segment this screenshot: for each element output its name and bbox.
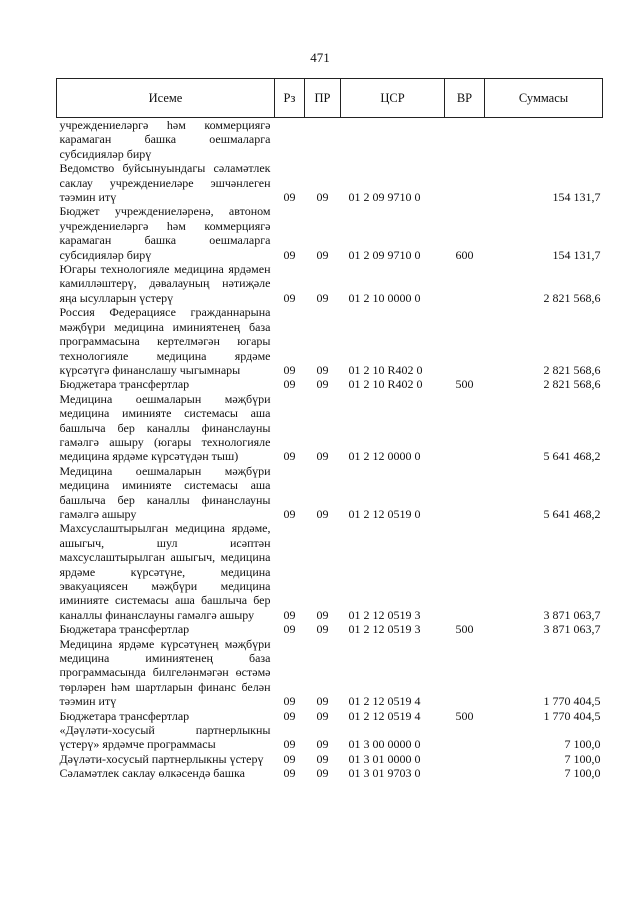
cell-pr: 09 [316,190,329,205]
cell-name: Медицина ярдәме күрсәтүнең мәҗбүри медицина иминиятенең база программасында билгеләнмәгән өстәмә төрләрен һәм шартларын финанс белән тәэмин итү [59,636,271,709]
cell-csr: 01 2 10 R402 0 [348,377,423,392]
cell-vr [445,521,485,622]
cell-vr: 500 [455,708,474,723]
cell-csr: 01 3 00 0000 0 [348,737,421,752]
header-csr: ЦСР [341,79,445,118]
cell-name: Медицина оешмаларын мәҗбүри медицина иминияте системасы аша башлыча бер каналлы финанслауны гамәлгә ашыру (югары технологияле медицина ярдәме күрсәтүдән тыш) [59,391,271,464]
cell-name: Бюджет учреждениеләренә, автоном учреждениеләргә һәм коммерциягә карамаган башка оешмаларга субсидияләр бирү [59,204,271,262]
cell-sum: 2 821 568,6 [543,290,601,305]
cell-pr: 09 [316,377,329,392]
cell-csr: 01 2 10 0000 0 [348,290,421,305]
cell-vr [445,161,485,204]
cell-pr: 09 [316,607,329,622]
cell-pr: 09 [316,506,329,521]
cell-csr: 01 3 01 9703 0 [348,766,421,781]
cell-pr: 09 [316,751,329,766]
table-row [57,392,603,464]
cell-vr: 600 [455,247,474,262]
cell-name: Ведомство буйсынуындагы сәламәтлек саклау учреждениеләре эшчәнлеген тәэмин итү [59,161,271,205]
table-row [57,118,603,162]
cell-vr: 500 [455,622,474,637]
cell-vr [445,752,485,766]
cell-sum: 7 100,0 [564,737,601,752]
table-row [57,464,603,522]
cell-vr [445,392,485,464]
cell-sum: 7 100,0 [564,751,601,766]
cell-name: «Дәүләти-хосусый партнерлыкны үстерү» ярдәмче программасы [59,723,271,752]
cell-name: Бюджетара трансфертлар [59,622,190,637]
cell-pr: 09 [316,694,329,709]
cell-sum: 2 821 568,6 [543,377,601,392]
header-vr: ВР [445,79,485,118]
cell-csr: 01 2 12 0519 4 [348,708,421,723]
table-row [57,709,603,723]
table-row [57,637,603,709]
cell-rz: 09 [283,737,296,752]
cell-vr [445,637,485,709]
cell-name: Бюджетара трансфертлар [59,377,190,392]
cell-name: Медицина оешмаларын мәҗбүри медицина иминияте системасы аша башлыча бер каналлы финанслауны гамәлгә ашыру [59,463,271,521]
cell-rz: 09 [283,708,296,723]
cell-name: Дәүләти-хосусый партнерлыкны үстерү [59,751,264,766]
cell-sum: 154 131,7 [552,247,601,262]
cell-csr: 01 2 12 0519 3 [348,622,421,637]
cell-pr: 09 [316,766,329,781]
table-row [57,161,603,204]
cell-csr: 01 2 09 9710 0 [348,247,421,262]
cell-rz: 09 [283,377,296,392]
header-pr: ПР [305,79,341,118]
cell-rz: 09 [283,607,296,622]
cell-csr: 01 2 10 R402 0 [348,362,423,377]
cell-rz: 09 [283,362,296,377]
cell-vr [445,262,485,305]
cell-pr: 09 [316,708,329,723]
table-header-row [57,79,603,118]
cell-pr: 09 [316,449,329,464]
cell-rz: 09 [283,506,296,521]
cell-sum: 1 770 404,5 [543,694,601,709]
budget-table [56,78,603,781]
cell-name: Махсуслаштырылган медицина ярдәме, ашыгыч, шул исәптән махсуслаштырылган ашыгыч, медицина ярдәме күрсәтүне, медицина эвакуациясен мәҗбүри медицина иминияте системасы аша башлыча бер каналлы финанслауны гамәлгә ашыру [59,521,271,622]
cell-sum: 5 641 468,2 [543,449,601,464]
cell-csr: 01 2 12 0000 0 [348,449,421,464]
cell-rz: 09 [283,751,296,766]
table-row [57,752,603,766]
cell-sum [485,118,603,162]
cell-rz [275,118,305,162]
cell-rz: 09 [283,694,296,709]
cell-pr [305,118,341,162]
header-sum: Суммасы [485,79,603,118]
cell-vr: 500 [455,377,474,392]
table-row [57,262,603,305]
cell-pr: 09 [316,362,329,377]
cell-vr [445,464,485,522]
cell-csr: 01 2 09 9710 0 [348,190,421,205]
cell-csr [341,118,445,162]
cell-vr [445,766,485,780]
cell-rz: 09 [283,766,296,781]
cell-sum: 2 821 568,6 [543,362,601,377]
table-row [57,377,603,391]
cell-sum: 5 641 468,2 [543,506,601,521]
cell-sum: 1 770 404,5 [543,708,601,723]
cell-rz: 09 [283,622,296,637]
cell-name: учреждениеләргә һәм коммерциягә карамаган башка оешмаларга субсидияләр бирү [59,118,271,161]
cell-csr: 01 2 12 0519 0 [348,506,421,521]
cell-vr [445,118,485,162]
cell-rz: 09 [283,247,296,262]
cell-rz: 09 [283,449,296,464]
table-row [57,521,603,622]
cell-csr: 01 2 12 0519 3 [348,607,421,622]
cell-rz: 09 [283,290,296,305]
cell-csr: 01 2 12 0519 4 [348,694,421,709]
cell-sum: 154 131,7 [552,190,601,205]
table-body [57,118,603,781]
cell-name: Бюджетара трансфертлар [59,708,190,723]
cell-pr: 09 [316,290,329,305]
table-row [57,305,603,377]
cell-rz: 09 [283,190,296,205]
cell-name: Сәламәтлек саклау өлкәсендә башка [59,766,245,781]
cell-pr: 09 [316,622,329,637]
cell-sum: 7 100,0 [564,766,601,781]
cell-vr [445,723,485,752]
page-number: 471 [310,50,330,65]
cell-sum: 3 871 063,7 [543,622,601,637]
table-row [57,723,603,752]
cell-vr [445,305,485,377]
cell-pr: 09 [316,737,329,752]
table-row [57,622,603,636]
cell-name: Югары технологияле медицина ярдәмен камилләштерү, дәвалауның нәтиҗәле яңа ысулларын үстерү [59,262,271,305]
header-rz: Рз [275,79,305,118]
table-row [57,204,603,262]
table-row [57,766,603,780]
cell-csr: 01 3 01 0000 0 [348,751,421,766]
cell-name: Россия Федерациясе гражданнарына мәҗбүри медицина иминиятенең база программасына кертелмәгән югары технологияле медицина ярдәме күрсәтүгә финанслашу чыгымнары [59,305,271,377]
cell-pr: 09 [316,247,329,262]
header-name: Исеме [57,79,275,118]
cell-sum: 3 871 063,7 [543,607,601,622]
